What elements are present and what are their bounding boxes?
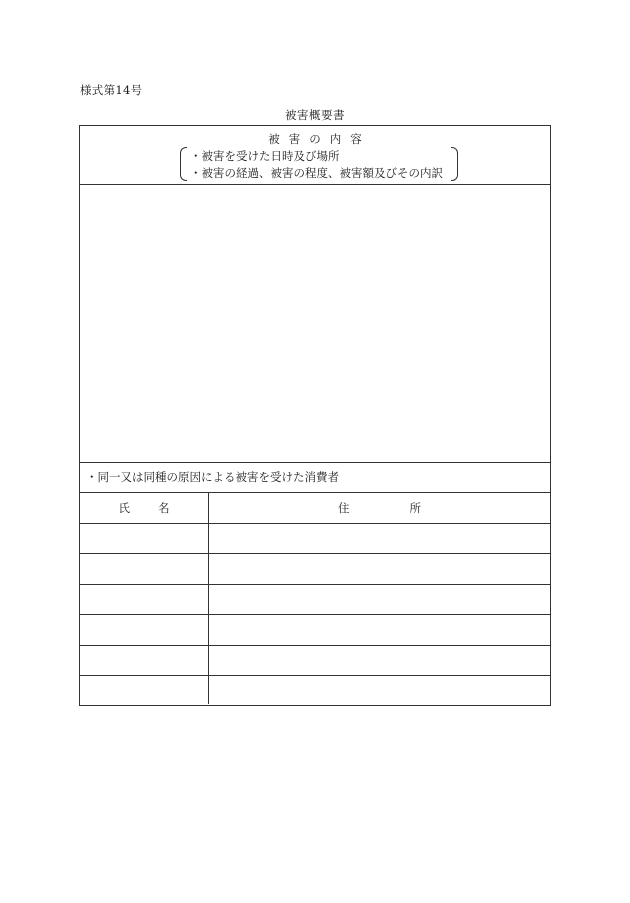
address-cell[interactable] bbox=[209, 524, 550, 554]
name-cell[interactable] bbox=[80, 676, 209, 704]
damage-content-field[interactable] bbox=[80, 185, 550, 463]
table-row bbox=[80, 554, 550, 585]
instruction-note: ・被害を受けた日時及び場所 bbox=[190, 149, 340, 163]
instruction-note: ・被害の経過、被害の程度、被害額及びその内訳 bbox=[190, 166, 443, 180]
table-header-row bbox=[80, 493, 550, 524]
address-cell[interactable] bbox=[209, 554, 550, 584]
damage-summary-form bbox=[79, 125, 551, 706]
column-header-address: 住所 bbox=[338, 501, 481, 515]
address-cell[interactable] bbox=[209, 615, 550, 645]
affected-consumers-label: ・同一又は同種の原因による被害を受けた消費者 bbox=[80, 463, 550, 493]
name-cell[interactable] bbox=[80, 646, 209, 676]
document-title: 被害概要書 bbox=[285, 108, 345, 122]
name-cell[interactable] bbox=[80, 524, 209, 554]
name-cell[interactable] bbox=[80, 615, 209, 645]
address-cell[interactable] bbox=[209, 676, 550, 704]
damage-content-header bbox=[80, 126, 550, 185]
instruction-notes bbox=[180, 146, 458, 182]
table-row bbox=[80, 524, 550, 555]
table-row bbox=[80, 676, 550, 704]
damage-content-title: 被害の内容 bbox=[268, 132, 371, 146]
table-row bbox=[80, 615, 550, 646]
address-cell[interactable] bbox=[209, 585, 550, 615]
table-row bbox=[80, 646, 550, 677]
name-cell[interactable] bbox=[80, 554, 209, 584]
column-header-name: 氏名 bbox=[80, 493, 209, 523]
consumers-table bbox=[80, 493, 550, 705]
address-cell[interactable] bbox=[209, 646, 550, 676]
name-cell[interactable] bbox=[80, 585, 209, 615]
form-number: 様式第14号 bbox=[80, 83, 143, 97]
left-bracket bbox=[180, 147, 187, 181]
table-row bbox=[80, 585, 550, 616]
right-bracket bbox=[451, 147, 458, 181]
